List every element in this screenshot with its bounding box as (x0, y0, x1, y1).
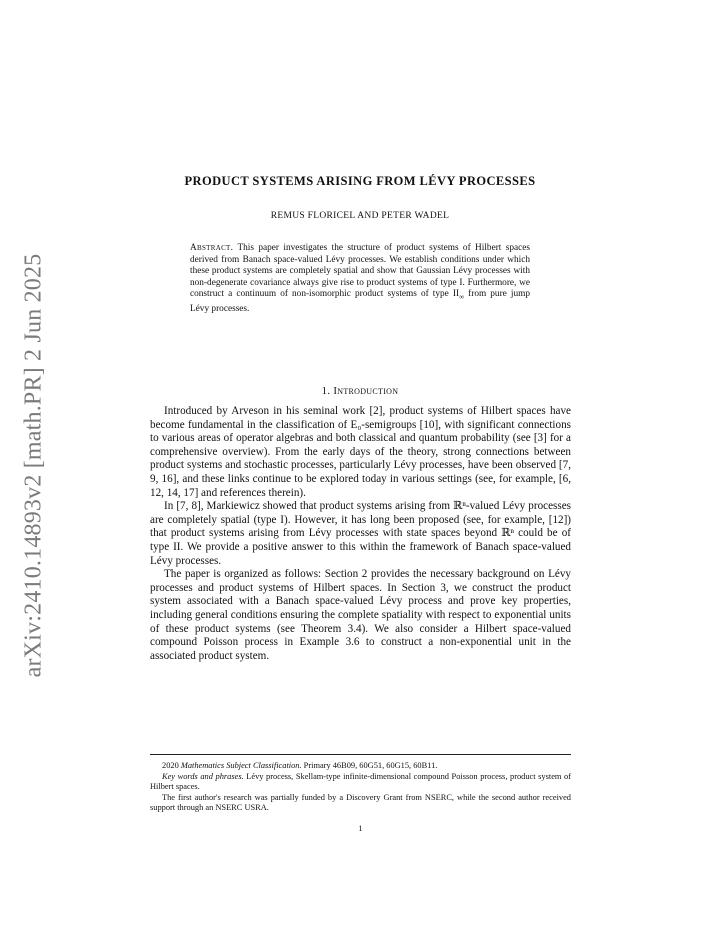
section-heading (150, 385, 570, 397)
intro-paragraph-3: The paper is organized as follows: Section 2 provides the necessary background on Lévy processes and product systems of Hilbert spaces. In Section 3, we construct the product system associated with a Banach space-valued Lévy process and prove key properties, including general conditions ensuring the complete spatiality with respect to exponential units of these product systems (see Theorem 3.4). We also consider a Hilbert space-valued compound Poisson process in Example 3.6 to construct a non-exponential unit in the associated product system. (150, 568, 571, 662)
paper-authors: REMUS FLORICEL AND PETER WADEL (270, 211, 450, 221)
paper-title: PRODUCT SYSTEMS ARISING FROM LÉVY PROCESSES (184, 174, 536, 188)
abstract-heading: Abstract. (190, 243, 234, 253)
arxiv-identifier-text: arXiv:2410.14893v2 [math.PR] 2 Jun 2025 (20, 253, 47, 677)
footnote-msc-text: Primary 46B09, 60G51, 60G15, 60B11. (303, 761, 438, 770)
footnote-msc-label: Mathematics Subject Classification. (180, 761, 302, 770)
section-number: 1. (321, 385, 331, 397)
page-number: 1 (358, 824, 363, 833)
abstract-block (190, 243, 530, 315)
introduction-body (150, 405, 571, 663)
footnote-funding: The first author's research was partially funded by a Discovery Grant from NSERC, while the second author received support through an NSERC USRA. (150, 792, 571, 813)
footnote-keywords-label: Key words and phrases. (162, 771, 244, 781)
arxiv-identifier-stamp (4, 255, 64, 675)
section-title: Introduction (333, 385, 399, 397)
intro-paragraph-1: Introduced by Arveson in his seminal work [2], product systems of Hilbert spaces have become fundamental in the classification of E₀-semigroups [10], with significant connections to various areas of operator algebras and both classical and quantum probability (see [3] for a comprehensive overview). From the early days of the theory, strong connections between product systems and stochastic processes, particularly Lévy processes, have been observed [7, 9, 16], and these links continue to be explored today in various settings (see, for example, [6, 12, 14, 17] and references therein). (150, 405, 571, 499)
footnote-msc (150, 761, 571, 772)
abstract-text: This paper investigates the structure of product systems of Hilbert spaces derived from Banach space-valued Lévy processes. We establish conditions under which these product systems are completely spatial and show that Gaussian Lévy processes with non-degenerate covariance always give rise to product systems of type I. Furthermore, we construct a continuum of non-isomorphic product systems of type II (190, 243, 530, 300)
footnotes-block (150, 754, 571, 814)
footnote-keywords (150, 772, 571, 793)
abstract-subscript: ∞ (459, 293, 465, 302)
footnote-keywords-text: Lévy process, Skellam-type infinite-dimensional compound Poisson process, product system of Hilbert spaces. (150, 771, 572, 792)
intro-paragraph-2: In [7, 8], Markiewicz showed that product systems arising from ℝⁿ-valued Lévy processes are completely spatial (type I). However, it has long been proposed (see, for example, [12]) that product systems arising from Lévy processes with state spaces beyond ℝⁿ could be of type II. We provide a positive answer to this within the framework of Banach space-valued Lévy processes. (150, 500, 571, 567)
abstract-tail: from pure jump Lévy processes. (190, 289, 530, 314)
footnote-msc-year: 2020 (162, 761, 179, 770)
